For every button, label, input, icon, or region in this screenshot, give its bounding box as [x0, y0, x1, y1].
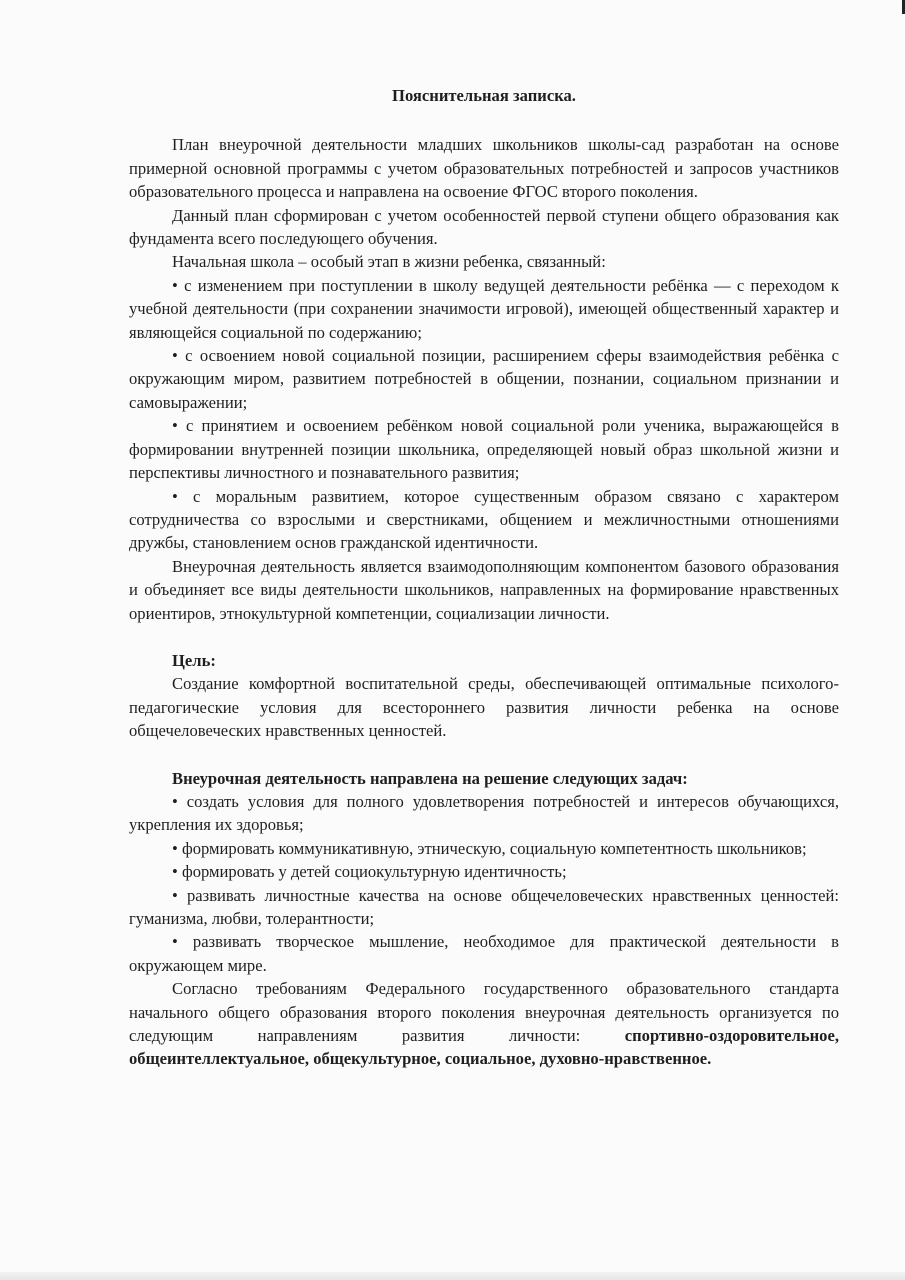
bullet-paragraph: • с освоением новой социальной позиции, расширением сферы взаимодействия ребёнка с окружающим миром, развитием потребностей в общении, познании, социальном признании и самовыражении; [129, 346, 839, 412]
paragraph: План внеурочной деятельности младших школьников школы-сад разработан на основе примерной основной программы с учетом образовательных потребностей и запросов участников образовательного процесса и направлена на освоение ФГОС второго поколения. [129, 135, 839, 202]
section-gap [129, 743, 839, 767]
task-item: • развивать личностные качества на основе общечеловеческих нравственных ценностей: гуманизма, любви, толерантности; [129, 885, 839, 928]
bullet-paragraph: • с изменением при поступлении в школу ведущей деятельности ребёнка — с переходом к учебной деятельности (при сохранении значимости игровой), имеющей общественный характер и являющейся социальной по содержанию; [129, 275, 839, 342]
closing-text: Согласно требованиям Федерального государственного образовательного стандарта начального общего образования второго поколения внеурочная деятельность организуется по следующим направлениям развития личности: [129, 979, 839, 1046]
bullet-paragraph: • с принятием и освоением ребёнком новой социальной роли ученика, выражающейся в формировании внутренней позиции школьника, определяющей новый образ школьной жизни и перспективы личностного и познавательного развития; [129, 416, 839, 483]
paragraph: Данный план сформирован с учетом особенностей первой ступени общего образования как фундамента всего последующего обучения. [129, 205, 839, 249]
goal-text: Создание комфортной воспитательной среды, обеспечивающей оптимальные психолого-педагогические условия для всестороннего развития личности ребенка на основе общечеловеческих нравственных ценностей. [129, 674, 839, 741]
paragraph: Внеурочная деятельность является взаимодополняющим компонентом базового образования и объединяет все виды деятельности школьников, направленных на формирование нравственных ориентиров, этнокультурной компетенции, социализации личности. [129, 556, 839, 623]
tasks-heading: Внеурочная деятельность направлена на решение следующих задач: [172, 768, 688, 788]
task-item: • формировать коммуникативную, этническую, социальную компетентность школьников; [172, 838, 807, 858]
task-item: • формировать у детей социокультурную идентичность; [172, 862, 567, 882]
closing-directions: спортивно-оздоровительное, общеинтеллектуальное, общекультурное, социальное, духовно-нравственное. [129, 1026, 839, 1069]
task-item: • создать условия для полного удовлетворения потребностей и интересов обучающихся, укрепления их здоровья; [129, 791, 839, 835]
document-body [129, 84, 839, 1071]
closing-paragraph [129, 977, 839, 1071]
task-item: • развивать творческое мышление, необходимое для практической деятельности в окружающем мире. [129, 932, 839, 975]
paragraph: Начальная школа – особый этап в жизни ребенка, связанный: [172, 252, 606, 272]
bullet-paragraph: • с моральным развитием, которое существенным образом связано с характером сотрудничества со взрослыми и сверстниками, общением и межличностными отношениями дружбы, становлением основ гражданской идентичности. [129, 486, 839, 553]
goal-heading: Цель: [172, 650, 216, 670]
section-gap [129, 625, 839, 649]
scan-bottom-edge [0, 1272, 905, 1280]
document-title: Пояснительная записка. [392, 86, 576, 105]
